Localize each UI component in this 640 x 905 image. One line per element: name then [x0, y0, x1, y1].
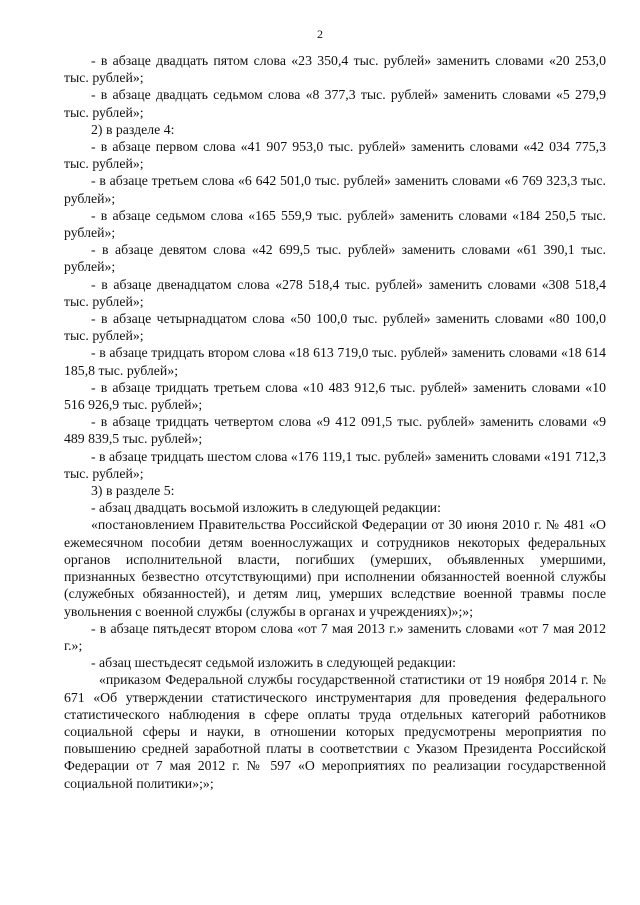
paragraph: - в абзаце четырнадцатом слова «50 100,0 тыс. рублей» заменить словами «80 100,0 тыс. рублей»; [64, 311, 606, 344]
document-body [64, 52, 606, 792]
paragraph: - в абзаце тридцать третьем слова «10 483 912,6 тыс. рублей» заменить словами «10 516 926,9 тыс. рублей»; [64, 379, 606, 413]
paragraph: - в абзаце первом слова «41 907 953,0 тыс. рублей» заменить словами «42 034 775,3 тыс. рублей»; [64, 139, 606, 172]
paragraph: - в абзаце тридцать шестом слова «176 119,1 тыс. рублей» заменить словами «191 712,3 тыс. рублей»; [64, 448, 606, 481]
paragraph: - в абзаце тридцать четвертом слова «9 412 091,5 тыс. рублей» заменить словами «9 489 839,5 тыс. рублей»; [64, 414, 606, 447]
paragraph: - абзац шестьдесят седьмой изложить в следующей редакции: [91, 655, 456, 671]
paragraph: 2) в разделе 4: [91, 121, 175, 137]
paragraph: «приказом Федеральной службы государственной статистики от 19 ноября 2014 г. № 671 «Об утверждении статистического инструментария для проведения федерального статистического наблюдения в сфере оплаты труда отдельных категорий работников социальной сферы и науки, в отношении которых предусмотрены мероприятия по повышению средней заработной платы в соответствии с Указом Президента Российской Федерации от 7 мая 2012 г. № 597 «О мероприятиях по реализации государственной социальной политики»;»; [64, 672, 606, 791]
paragraph: - в абзаце двадцать седьмом слова «8 377,3 тыс. рублей» заменить словами «5 279,9 тыс. рублей»; [64, 87, 606, 120]
paragraph: - в абзаце двенадцатом слова «278 518,4 тыс. рублей» заменить словами «308 518,4 тыс. рублей»; [64, 276, 606, 309]
paragraph: - в абзаце пятьдесят втором слова «от 7 мая 2013 г.» заменить словами «от 7 мая 2012 г.»; [64, 620, 606, 653]
paragraph: - в абзаце девятом слова «42 699,5 тыс. рублей» заменить словами «61 390,1 тыс. рублей»; [64, 242, 606, 275]
page-number: 2 [317, 27, 323, 41]
paragraph: «постановлением Правительства Российской Федерации от 30 июня 2010 г. № 481 «О ежемесячном пособии детям военнослужащих и сотрудников некоторых федеральных органов исполнительной власти, погибших (умерших, объявленных умершими, признанных безвестно отсутствующими) при исполнении обязанностей военной службы (служебных обязанностей), и детям лиц, умерших вследствие военной травмы после увольнения с военной службы (службы в органах и учреждениях)»;»; [64, 517, 606, 619]
paragraph: - в абзаце седьмом слова «165 559,9 тыс. рублей» заменить словами «184 250,5 тыс. рублей»; [64, 207, 606, 241]
paragraph: 3) в разделе 5: [91, 483, 175, 499]
paragraph: - в абзаце двадцать пятом слова «23 350,4 тыс. рублей» заменить словами «20 253,0 тыс. рублей»; [64, 53, 606, 86]
paragraph: - в абзаце тридцать втором слова «18 613 719,0 тыс. рублей» заменить словами «18 614 185,8 тыс. рублей»; [64, 345, 606, 378]
paragraph: - абзац двадцать восьмой изложить в следующей редакции: [91, 500, 441, 516]
paragraph: - в абзаце третьем слова «6 642 501,0 тыс. рублей» заменить словами «6 769 323,3 тыс. рублей»; [64, 173, 606, 206]
